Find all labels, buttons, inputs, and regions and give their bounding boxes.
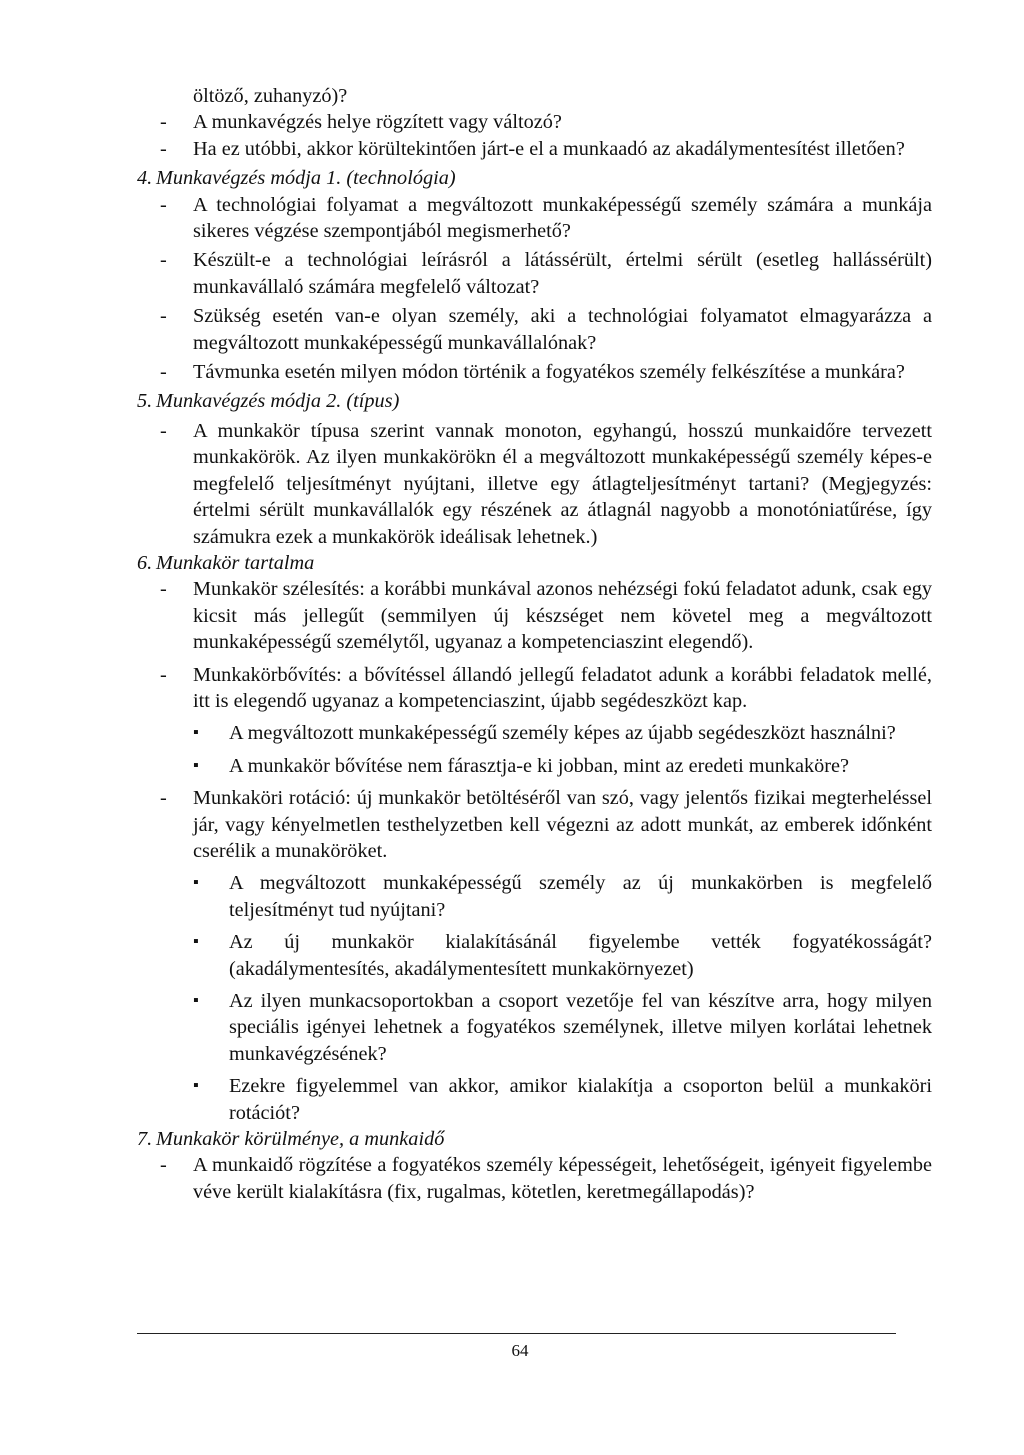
page-number: 64 <box>511 1341 529 1360</box>
section-title: Munkakör tartalma <box>156 551 315 574</box>
dash-marker: - <box>160 305 167 328</box>
dash-marker: - <box>160 1154 167 1177</box>
item-text: A megváltozott munkaképességű személy az új munkakörben is megfelelő teljesítményt tud nyújtani? <box>229 872 932 921</box>
section-title: Munkakör körülménye, a munkaidő <box>156 1128 445 1151</box>
square-bullet-icon: ▪ <box>193 724 199 742</box>
dash-item <box>137 662 932 715</box>
item-text: Munkakör szélesítés: a korábbi munkával azonos nehézségi fokú feladatot adunk, csak egy kicsit más jellegűt (semmilyen új készséget nem követel meg a megváltozott munkaképességű személytől, ugyanaz a kompetenciaszint elegendő). <box>193 578 932 654</box>
square-bullet-icon: ▪ <box>193 1077 199 1095</box>
dash-marker: - <box>160 137 167 160</box>
bullet-item <box>137 870 932 923</box>
item-text: Ezekre figyelemmel van akkor, amikor kialakítja a csoporton belül a munkaköri rotációt? <box>229 1075 932 1124</box>
item-text: A munkakör típusa szerint vannak monoton, egyhangú, hosszú munkaidőre tervezett munkakörök. Az ilyen munkakörökn él a megváltozott munkaképességű személy képes-e megfelelő teljesítményt nyújtani, illetve egy átlagteljesítményt tartani? (Megjegyzés: értelmi sérült munkavállalók egy részének az átlagnál nagyobb a monotóniatűrése, így számukra ezek a munkakörök ideálisak lehetnek.) <box>193 419 932 548</box>
item-text: A technológiai folyamat a megváltozott munkaképességű személy számára a munkája sikeres végzése szempontjából megismerhető? <box>193 193 932 243</box>
square-bullet-icon: ▪ <box>193 874 199 892</box>
item-text: Távmunka esetén milyen módon történik a fogyatékos személy felkészítése a munkára? <box>193 361 905 384</box>
item-text: A megváltozott munkaképességű személy képes az újabb segédeszközt használni? <box>229 722 896 745</box>
section-heading-6 <box>137 550 932 576</box>
item-text: A munkaidő rögzítése a fogyatékos személy képességeit, lehetőségeit, igényeit figyelembe véve került kialakításra (fix, rugalmas, kötetlen, keretmegállapodás)? <box>193 1154 932 1203</box>
section-heading-7 <box>137 1126 932 1152</box>
item-text: Munkaköri rotáció: új munkakör betöltéséről van szó, vagy jelentős fizikai megterheléssel jár, vagy kényelmetlen testhelyzetben kell végezni az adott munkát, az emberek időnként cserélik a munaköröket. <box>193 787 932 862</box>
dash-item <box>137 109 932 135</box>
square-bullet-icon: ▪ <box>193 992 199 1009</box>
dash-marker: - <box>160 361 167 384</box>
dash-item <box>137 576 932 655</box>
item-text: A munkavégzés helye rögzített vagy változó? <box>193 111 562 134</box>
dash-marker: - <box>160 787 167 810</box>
section-heading-5 <box>137 388 932 414</box>
dash-item <box>137 1152 932 1205</box>
bullet-item <box>137 753 932 779</box>
dash-marker: - <box>160 663 167 686</box>
item-text: Az új munkakör kialakításánál figyelembe vették fogyatékosságát? (akadálymentesítés, akadálymentesített munkakörnyezet) <box>229 931 932 980</box>
square-bullet-icon: ▪ <box>193 756 199 774</box>
body-line: öltöző, zuhanyzó)? <box>193 85 348 107</box>
item-text: Szükség esetén van-e olyan személy, aki a technológiai folyamatot elmagyarázza a megváltozott munkaképességű munkavállalónak? <box>193 305 932 354</box>
bullet-item <box>137 988 932 1067</box>
footer-divider <box>137 1333 896 1334</box>
item-text: Ha ez utóbbi, akkor körültekintően járt-e el a munkaadó az akadálymentesítést illetően? <box>193 137 905 160</box>
dash-item <box>137 192 932 245</box>
dash-item <box>137 785 932 864</box>
bullet-item <box>137 929 932 982</box>
bullet-item <box>137 720 932 746</box>
item-text: Az ilyen munkacsoportokban a csoport vezetője fel van készítve arra, hogy milyen speciális igényei lehetnek a fogyatékos személynek, illetve milyen korlátai lehetnek munkavégzésének? <box>229 990 932 1065</box>
bullet-item <box>137 1073 932 1126</box>
dash-marker: - <box>160 193 167 216</box>
dash-item <box>137 359 932 385</box>
section-heading-4 <box>137 165 932 191</box>
dash-marker: - <box>160 249 167 272</box>
section-title: Munkavégzés módja 1. (technológia) <box>156 167 456 190</box>
dash-item <box>137 247 932 300</box>
dash-item <box>137 418 932 550</box>
dash-item <box>137 136 932 162</box>
dash-marker: - <box>160 111 167 134</box>
section-number: 5. <box>137 390 153 413</box>
item-text: Készült-e a technológiai leírásról a látássérült, értelmi sérült (esetleg hallássérült) munkavállaló számára megfelelő változat? <box>193 249 932 298</box>
item-text: A munkakör bővítése nem fárasztja-e ki jobban, mint az eredeti munkaköre? <box>229 754 850 777</box>
square-bullet-icon: ▪ <box>193 933 199 951</box>
section-number: 7. <box>137 1128 153 1151</box>
section-title: Munkavégzés módja 2. (típus) <box>156 390 400 413</box>
page-body <box>137 83 932 1205</box>
dash-item <box>137 303 932 356</box>
item-text: Munkakörbővítés: a bővítéssel állandó jellegű feladatot adunk a korábbi feladatok mellé, itt is elegendő ugyanaz a kompetenciaszint, újabb segédeszközt kap. <box>193 663 932 712</box>
dash-marker: - <box>160 419 167 442</box>
section-number: 4. <box>137 167 153 190</box>
section-number: 6. <box>137 551 153 574</box>
dash-marker: - <box>160 578 167 601</box>
